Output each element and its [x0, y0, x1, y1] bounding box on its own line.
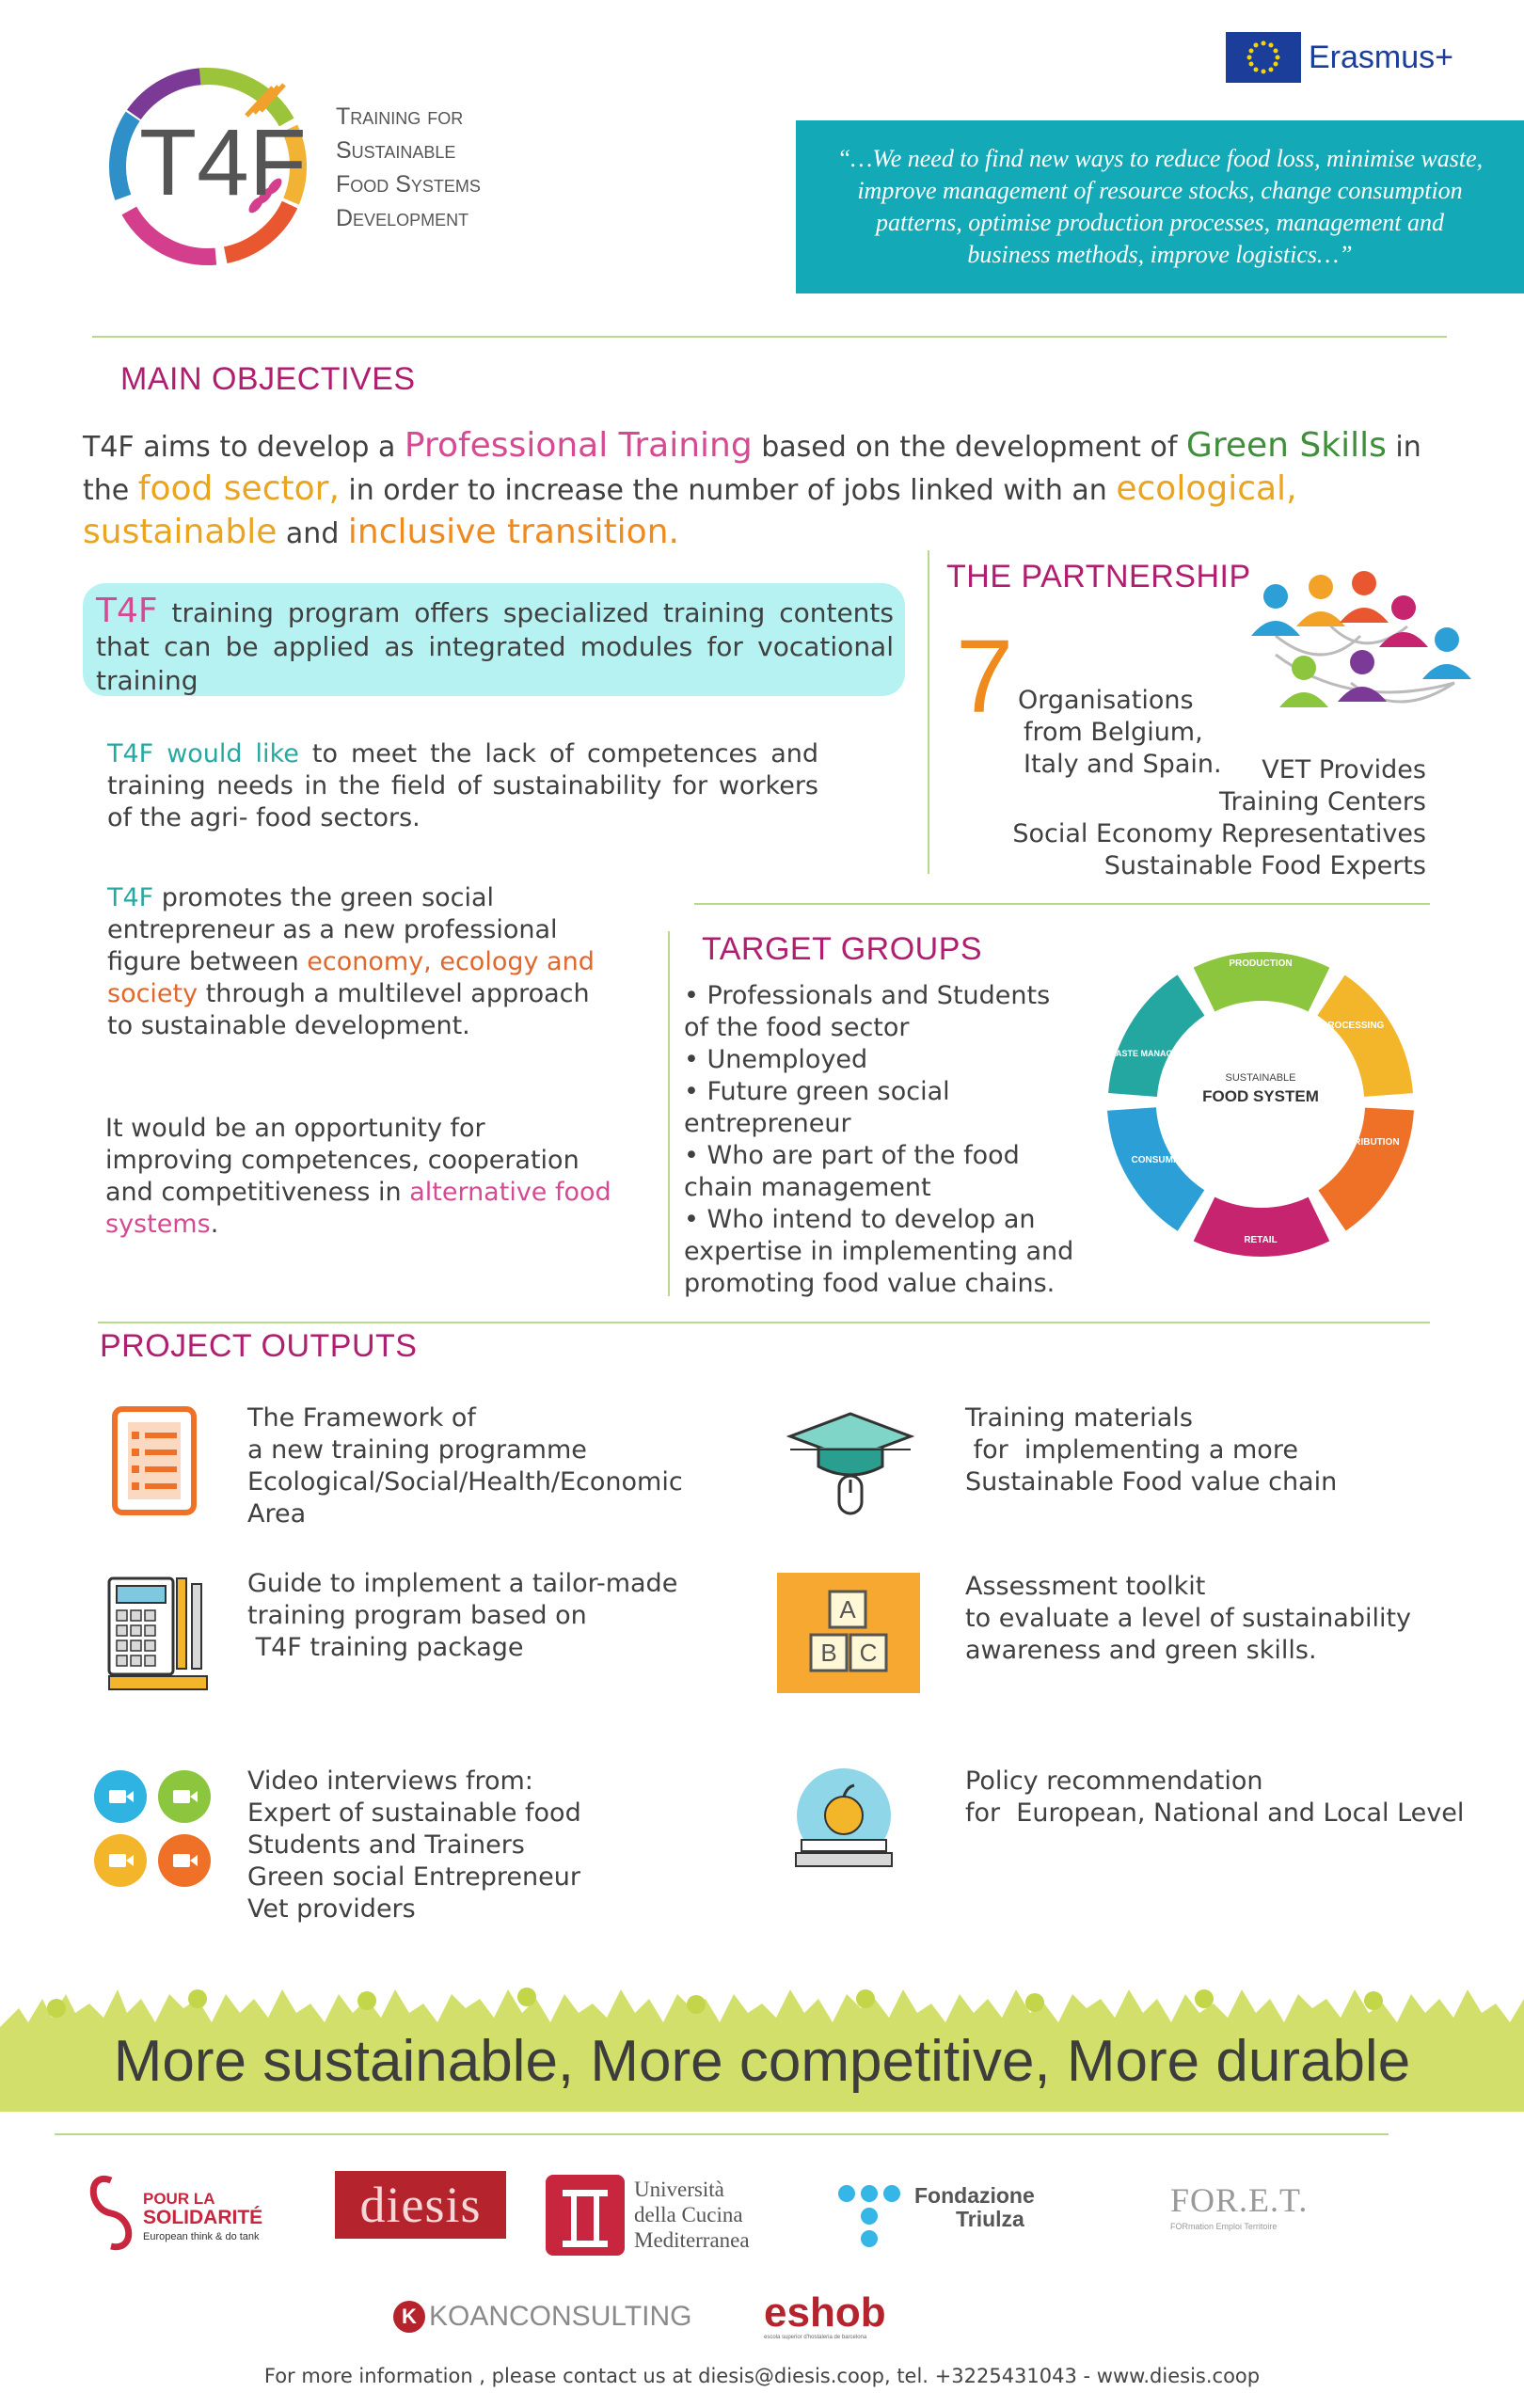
objectives-title: MAIN OBJECTIVES	[120, 361, 416, 397]
target-group-item: • Who are part of the food chain management	[684, 1141, 1020, 1202]
orgs-line: from Belgium,	[1024, 718, 1203, 747]
people-network-icon	[1238, 570, 1486, 730]
segment-label: PRODUCTION	[1229, 958, 1293, 969]
person-icon	[1338, 650, 1387, 702]
title-line: Training for	[336, 103, 464, 130]
segment-label: DISTRIBUTION	[1332, 1137, 1400, 1148]
target-groups-divider	[668, 931, 670, 1296]
slogan: More sustainable, More competitive, More durable	[113, 2029, 1411, 2094]
foret-tagline: FORmation Emploi Territoire	[1170, 2222, 1278, 2231]
para-lead: T4F	[107, 883, 154, 912]
output-line: Area	[247, 1499, 307, 1529]
segment-label: WASTE MANAGEMENT	[1108, 1049, 1202, 1058]
abc-blocks-icon	[777, 1573, 920, 1693]
para-text: promotes the green social entrepreneur as a new professional figure between	[107, 883, 558, 976]
partner-type: Social Economy Representatives	[1012, 819, 1426, 848]
intro-text: T4F aims to develop a	[83, 431, 405, 464]
block-letter-c: C	[859, 1639, 878, 1667]
target-group-item: • Professionals and Students of the food sector	[684, 981, 1051, 1042]
pls-ribbon-icon	[83, 2171, 139, 2252]
output-line: Vet providers	[247, 1894, 416, 1924]
quote-box	[796, 120, 1524, 293]
apple-books-icon	[788, 1766, 899, 1877]
partnership-types	[978, 754, 1426, 882]
eshob-name: eshob	[764, 2289, 886, 2336]
professional-training-highlight: Professional Training	[404, 426, 753, 465]
para-text: It would be an opportunity for improving competences, cooperation and competitiveness in	[105, 1114, 579, 1207]
person-icon	[1251, 584, 1300, 636]
sustainable-highlight: sustainable	[83, 513, 278, 551]
partner-logo-eshob	[764, 2291, 914, 2340]
para-highlight: alternative food systems	[105, 1178, 611, 1239]
green-skills-highlight: Green Skills	[1185, 426, 1387, 465]
output-text	[247, 1568, 677, 1664]
output-line: Policy recommendation	[965, 1766, 1263, 1796]
output-line: to evaluate a level of sustainability	[965, 1604, 1412, 1633]
divider	[694, 903, 1430, 905]
project-title	[336, 100, 481, 235]
pls-name	[143, 2190, 262, 2227]
divider	[92, 336, 1447, 338]
title-line: Development	[336, 205, 469, 231]
orgs-line: Organisations	[1018, 686, 1194, 715]
title-line: Sustainable	[336, 137, 456, 164]
objectives-para-1	[107, 738, 818, 834]
output-text	[965, 1402, 1337, 1498]
calculator-tools-icon	[105, 1575, 209, 1693]
objectives-para-3	[105, 1113, 613, 1241]
objectives-intro	[83, 425, 1456, 555]
output-line: training program based on	[247, 1601, 587, 1630]
partner-logo-universita-cucina	[546, 2175, 781, 2259]
foret-name: FOR.E.T.	[1170, 2181, 1309, 2219]
cycle-segment-waste	[1133, 995, 1191, 1095]
column-icon	[546, 2175, 625, 2256]
title-line: Food Systems	[336, 171, 481, 198]
target-group-item: • Unemployed	[684, 1045, 868, 1074]
pls-line-2: SOLIDARITÉ	[143, 2207, 263, 2228]
partnership-number: 7	[956, 619, 1014, 735]
objectives-para-2	[107, 882, 615, 1042]
comma: ,	[1286, 469, 1297, 508]
pls-line-1: POUR LA	[143, 2190, 215, 2208]
partner-type: Training Centers	[1218, 787, 1426, 816]
output-line: Ecological/Social/Health/Economic	[247, 1467, 683, 1497]
target-group-item: • Who intend to develop an expertise in implementing and promoting food value chains.	[684, 1205, 1074, 1298]
food-system-cycle-diagram	[1101, 945, 1421, 1265]
cycle-segment-processing	[1331, 995, 1389, 1095]
food-sector-highlight: food sector,	[137, 469, 340, 508]
cycle-segment-retail	[1204, 1219, 1319, 1232]
target-groups-list	[684, 980, 1079, 1300]
output-line: The Framework of	[247, 1403, 476, 1433]
inclusive-transition-highlight: inclusive transition.	[347, 513, 679, 551]
output-text	[965, 1766, 1464, 1830]
trulza-line: Triulza	[956, 2207, 1024, 2231]
graduation-cap-icon	[786, 1408, 914, 1519]
dots-grid-icon	[837, 2184, 903, 2252]
segment-label: CONSUMPTION	[1131, 1155, 1202, 1165]
partner-logo-koan-consulting	[393, 2301, 691, 2333]
cycle-segment-production	[1204, 976, 1319, 990]
trulza-name	[914, 2184, 1035, 2231]
target-groups-title: TARGET GROUPS	[702, 931, 983, 967]
partner-logo-fondazione-triulza	[837, 2184, 1054, 2259]
target-group-item: • Future green social entrepreneur	[684, 1077, 950, 1138]
intro-text: in the	[83, 431, 1421, 507]
para-text: through a multilevel approach to sustainable development.	[107, 979, 590, 1040]
trulza-line: Fondazione	[914, 2183, 1035, 2208]
orgs-line: Italy and Spain.	[1024, 750, 1222, 779]
video-camera-icon	[90, 1766, 218, 1894]
ecological-highlight: ecological	[1116, 469, 1287, 508]
document-list-icon	[111, 1405, 198, 1516]
eshob-tagline: escola superior d'hostaleria de barcelona	[764, 2335, 867, 2340]
outputs-title: PROJECT OUTPUTS	[100, 1328, 418, 1364]
partnership-divider	[928, 550, 929, 874]
output-text	[965, 1571, 1411, 1667]
output-line: awareness and green skills.	[965, 1636, 1317, 1665]
output-line: Guide to implement a tailor-made	[247, 1569, 678, 1598]
output-line: Sustainable Food value chain	[965, 1467, 1338, 1497]
cycle-center-big: FOOD SYSTEM	[1202, 1087, 1319, 1105]
output-line: Students and Trainers	[247, 1830, 525, 1860]
output-line: T4F training package	[247, 1633, 524, 1662]
output-line: Expert of sustainable food	[247, 1798, 581, 1828]
partnership-title: THE PARTNERSHIP	[946, 559, 1251, 594]
koan-name: KOANCONSULTING	[429, 2301, 692, 2332]
erasmus-logo	[1226, 32, 1453, 83]
pls-tagline: European think & do tank	[143, 2231, 260, 2242]
unicucina-name	[634, 2177, 750, 2253]
partner-logo-diesis	[335, 2171, 506, 2239]
footer-contact: For more information , please contact us at diesis@diesis.coop, tel. +3225431043 - www.diesis.coop	[263, 2365, 1261, 2387]
unicucina-line: Università	[634, 2178, 724, 2201]
intro-text: based on the development of	[752, 431, 1186, 464]
unicucina-line: Mediterranea	[634, 2228, 750, 2252]
logo-text: T4F	[139, 110, 307, 215]
cycle-segment-distribution	[1332, 1109, 1389, 1211]
eu-flag-icon	[1226, 32, 1301, 83]
partner-logo-foret	[1170, 2180, 1340, 2246]
output-line: Video interviews from:	[247, 1766, 533, 1796]
segment-label: PROCESSING	[1321, 1021, 1385, 1031]
partner-type: Sustainable Food Experts	[1103, 851, 1426, 880]
koan-badge: K	[393, 2301, 425, 2333]
quote-text: “…We need to find new ways to reduce food loss, minimise waste, improve management of resource stocks, change consumption patterns, optimise production processes, management and business methods, improve logistics…”	[836, 145, 1484, 268]
segment-label: RETAIL	[1244, 1235, 1278, 1245]
intro-text: in order to increase the number of jobs linked with an	[339, 474, 1117, 507]
unicucina-line: della Cucina	[634, 2203, 743, 2226]
t4f-highlight: T4F	[96, 592, 158, 630]
divider	[98, 1322, 1430, 1323]
para-lead: T4F would like	[107, 739, 299, 768]
partner-type: VET Provides	[1262, 755, 1426, 784]
para-highlight: economy, ecology and society	[107, 947, 595, 1008]
output-line: Training materials	[965, 1403, 1193, 1433]
erasmus-label: Erasmus+	[1309, 39, 1453, 75]
output-text	[247, 1766, 581, 1925]
block-letter-a: A	[839, 1595, 856, 1624]
output-line: Green social Entrepreneur	[247, 1862, 580, 1892]
training-program-text: training program offers specialized training contents that can be applied as integrated modules for vocational training	[96, 597, 894, 696]
person-icon	[1422, 627, 1471, 679]
intro-text: and	[277, 517, 348, 550]
block-letter-b: B	[820, 1639, 837, 1667]
output-line: Assessment toolkit	[965, 1572, 1206, 1601]
para-text: .	[210, 1210, 219, 1239]
person-icon	[1296, 575, 1345, 626]
para-text: to meet the lack of competences and training needs in the field of sustainability for workers of the agri- food sectors.	[107, 739, 819, 832]
diesis-name: diesis	[359, 2177, 482, 2233]
output-line: for European, National and Local Level	[965, 1798, 1465, 1828]
divider	[55, 2133, 1389, 2135]
person-icon	[1340, 571, 1389, 623]
output-line: for implementing a more	[965, 1435, 1298, 1465]
output-line: a new training programme	[247, 1435, 587, 1465]
output-text	[247, 1402, 683, 1530]
training-program-box	[83, 583, 905, 696]
partner-logo-pour-la-solidarite	[83, 2171, 271, 2252]
cycle-center-small: SUSTAINABLE	[1225, 1072, 1296, 1084]
